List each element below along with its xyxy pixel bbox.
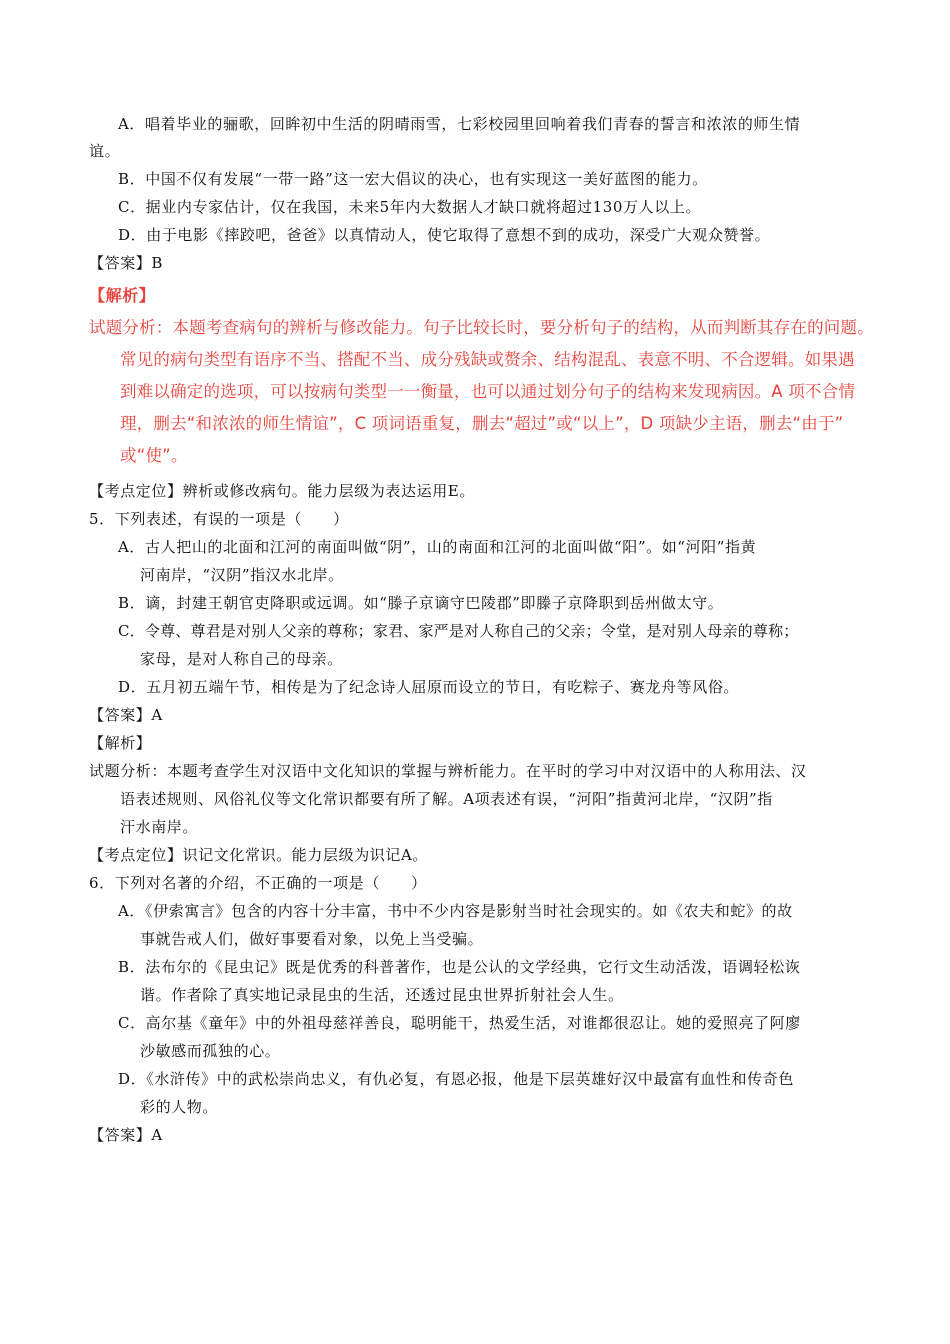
q5-stem: 5．下列表述，有误的一项是（ ） <box>89 510 349 528</box>
q5-analysis-heading: 【解析】 <box>89 734 152 752</box>
q6-option-d-cont: 彩的人物。 <box>140 1098 219 1116</box>
q6-option-a: A．《伊索寓言》包含的内容十分丰富，书中不少内容是影射当时社会现实的。如《农夫和蛇》的故 <box>118 902 793 920</box>
q6-option-b: B．法布尔的《昆虫记》既是优秀的科普著作，也是公认的文学经典，它行文生动活泼，语调轻松诙 <box>118 958 801 976</box>
q4-analysis-line: 理，删去“和浓浓的师生情谊”，C 项词语重复，删去“超过”或“以上”，D 项缺少主语，删去“由于” <box>120 414 844 433</box>
q4-option-d: D．由于电影《摔跤吧，爸爸》以真情动人，使它取得了意想不到的成功，深受广大观众赞誉。 <box>118 226 771 244</box>
q4-option-a: A．唱着毕业的骊歌，回眸初中生活的阴晴雨雪，七彩校园里回响着我们青春的誓言和浓浓的师生情 <box>118 115 801 133</box>
q4-option-b: B．中国不仅有发展“一带一路”这一宏大倡议的决心，也有实现这一美好蓝图的能力。 <box>118 170 708 188</box>
q6-option-d: D．《水浒传》中的武松崇尚忠义，有仇必复，有恩必报，他是下层英雄好汉中最富有血性和传奇色 <box>118 1070 794 1088</box>
q4-analysis-line: 试题分析：本题考查病句的辨析与修改能力。句子比较长时，要分析句子的结构，从而判断其存在的问题。 <box>89 318 874 337</box>
q6-stem: 6．下列对名著的介绍，不正确的一项是（ ） <box>89 874 427 892</box>
q4-point: 【考点定位】辨析或修改病句。能力层级为表达运用E。 <box>89 482 475 500</box>
q5-analysis-line: 汗水南岸。 <box>120 818 199 836</box>
q6-option-b-cont: 谐。作者除了真实地记录昆虫的生活，还透过昆虫世界折射社会人生。 <box>140 986 624 1004</box>
q5-analysis-line: 试题分析：本题考查学生对汉语中文化知识的掌握与辨析能力。在平时的学习中对汉语中的人称用法、汉 <box>89 762 807 780</box>
q4-answer: 【答案】B <box>89 254 164 272</box>
q5-option-c-cont: 家母，是对人称自己的母亲。 <box>140 650 343 668</box>
q4-analysis-line: 常见的病句类型有语序不当、搭配不当、成分残缺或赘余、结构混乱、表意不明、不合逻辑。如果遇 <box>120 350 855 369</box>
q6-answer: 【答案】A <box>89 1126 163 1144</box>
q6-option-a-cont: 事就告戒人们，做好事要看对象，以免上当受骗。 <box>140 930 484 948</box>
q5-point: 【考点定位】识记文化常识。能力层级为识记A。 <box>89 846 429 864</box>
q5-answer: 【答案】A <box>89 706 163 724</box>
q4-analysis-heading: 【解析】 <box>89 286 156 305</box>
q5-option-b: B．谪，封建王朝官吏降职或远调。如“滕子京谪守巴陵郡”即滕子京降职到岳州做太守。 <box>118 594 724 612</box>
q5-option-c: C．令尊、尊君是对别人父亲的尊称；家君、家严是对人称自己的父亲；令堂，是对别人母亲的尊称； <box>118 622 799 640</box>
q4-option-c: C．据业内专家估计，仅在我国，未来5年内大数据人才缺口就将超过130万人以上。 <box>118 198 702 216</box>
q5-option-d: D．五月初五端午节，相传是为了纪念诗人屈原而设立的节日，有吃粽子、赛龙舟等风俗。 <box>118 678 740 696</box>
q4-analysis-line: 到难以确定的选项，可以按病句类型一一衡量，也可以通过划分句子的结构来发现病因。A 项不合情 <box>120 382 856 401</box>
q6-option-c: C．高尔基《童年》中的外祖母慈祥善良，聪明能干，热爱生活，对谁都很忍让。她的爱照亮了阿廖 <box>118 1014 801 1032</box>
q5-option-a-cont: 河南岸，“汉阴”指汉水北岸。 <box>140 566 344 584</box>
q5-option-a: A．古人把山的北面和江河的南面叫做“阴”，山的南面和江河的北面叫做“阳”。如“河阳”指黄 <box>118 538 757 556</box>
q5-analysis-line: 语表述规则、风俗礼仪等文化常识都要有所了解。A项表述有误，“河阳”指黄河北岸，“汉阴”指 <box>120 790 773 808</box>
q4-option-a-cont: 谊。 <box>89 142 121 160</box>
q4-analysis-line: 或“使”。 <box>120 446 188 465</box>
q6-option-c-cont: 沙敏感而孤独的心。 <box>140 1042 281 1060</box>
